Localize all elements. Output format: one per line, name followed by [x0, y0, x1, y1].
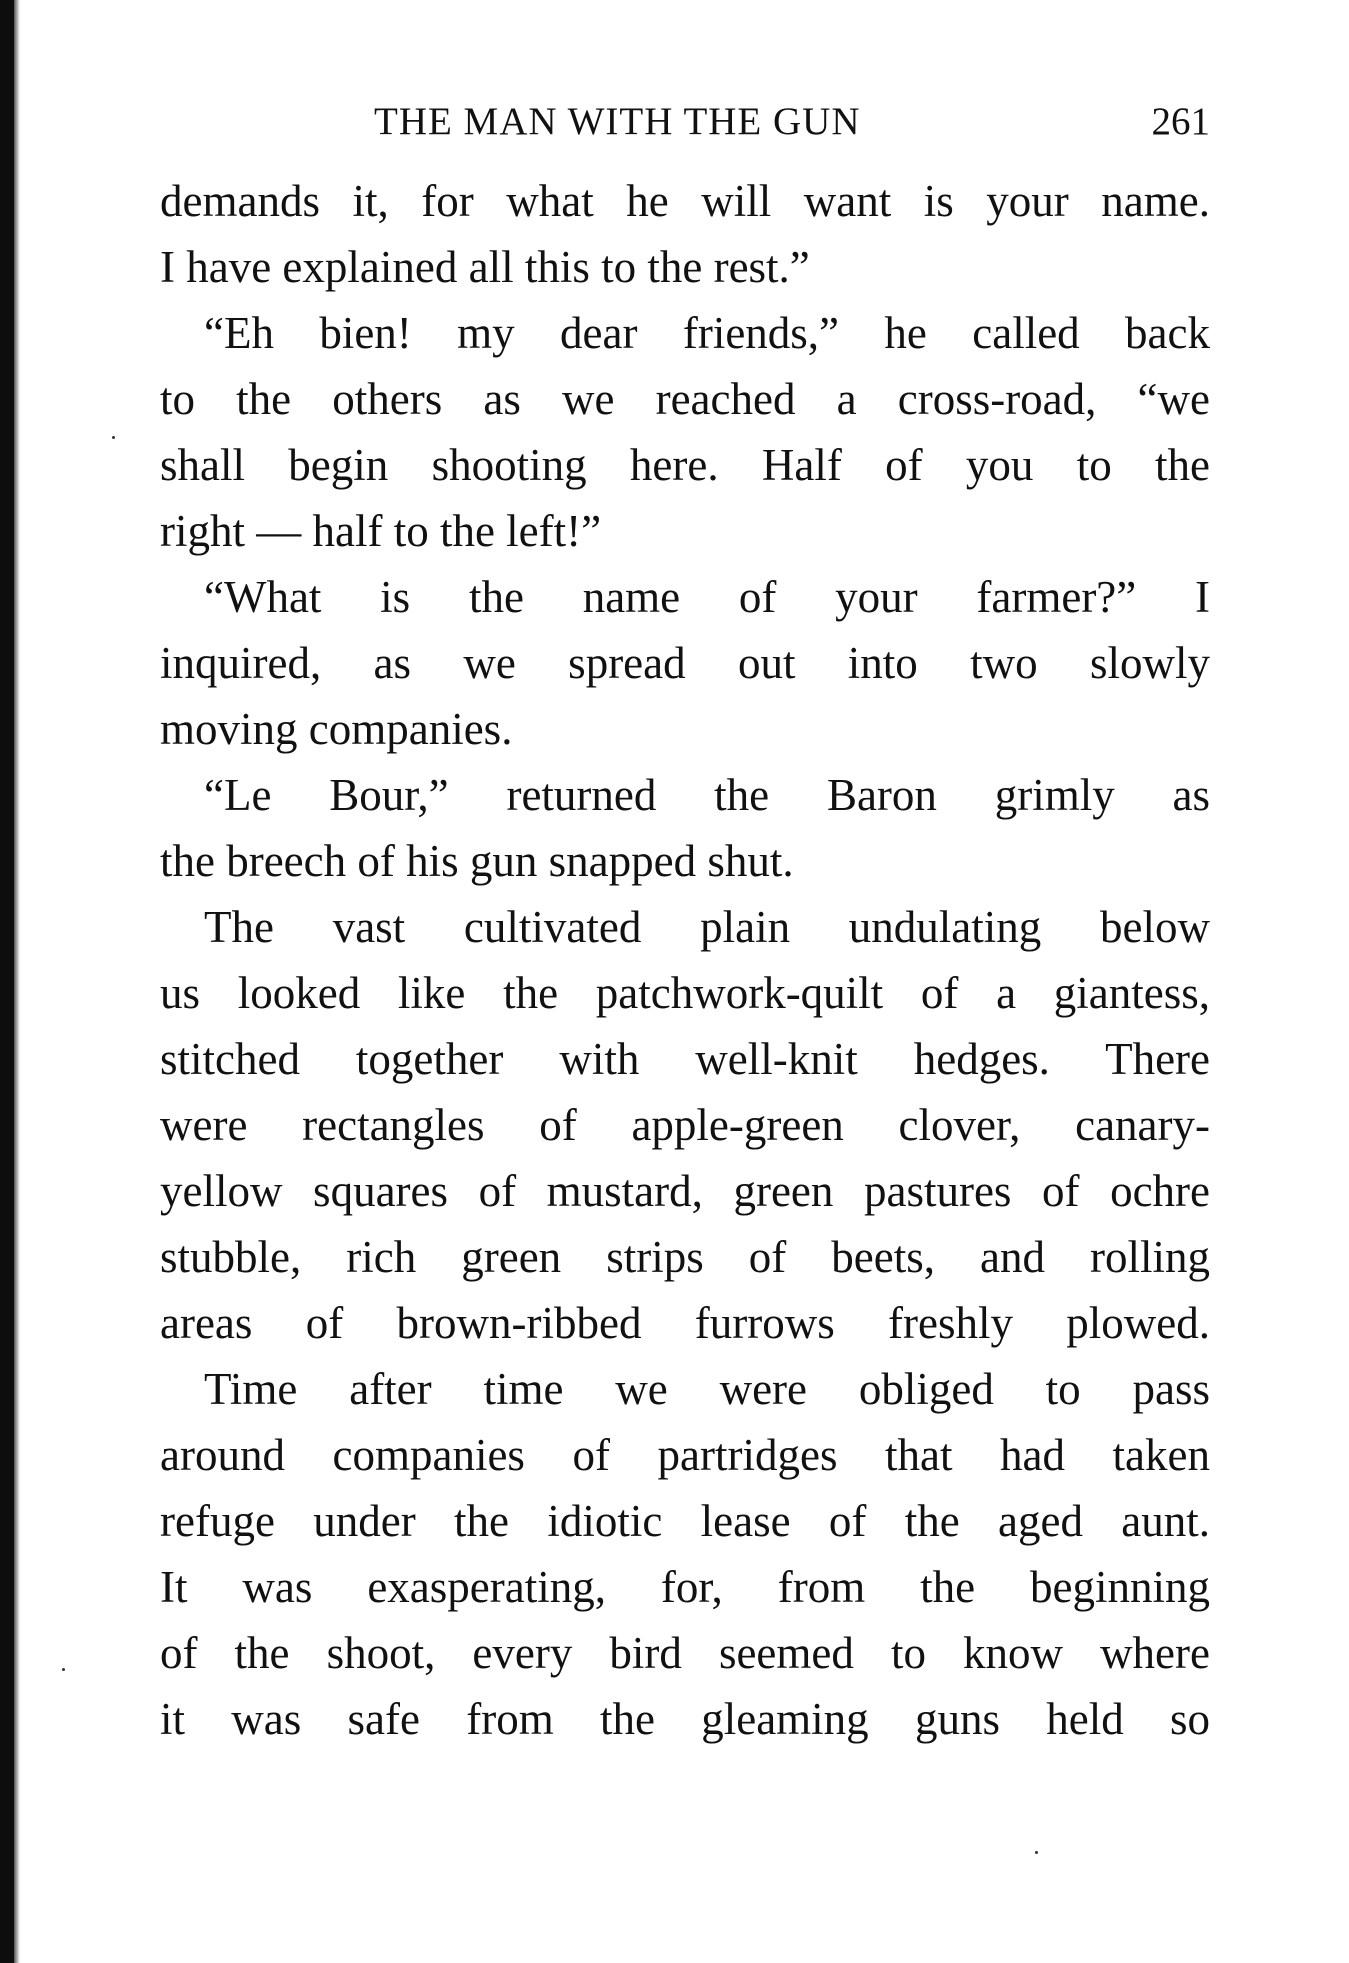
page-number: 261	[1151, 100, 1210, 143]
text-line: to the others as we reached a cross-road, “we	[160, 374, 1210, 424]
text-line: areas of brown-ribbed furrows freshly plowed.	[160, 1298, 1210, 1348]
page-binding-shadow	[14, 0, 20, 1963]
text-line: were rectangles of apple-green clover, canary-	[160, 1100, 1210, 1150]
text-line: us looked like the patchwork-quilt of a giantess,	[160, 968, 1210, 1018]
text-line: stitched together with well-knit hedges. There	[160, 1034, 1210, 1084]
text-line: stubble, rich green strips of beets, and rolling	[160, 1232, 1210, 1282]
text-line: “What is the name of your farmer?” I	[204, 572, 1210, 622]
text-line: It was exasperating, for, from the beginning	[160, 1562, 1210, 1612]
text-line: inquired, as we spread out into two slowly	[160, 638, 1210, 688]
running-head-title: THE MAN WITH THE GUN	[374, 100, 861, 143]
scan-speck	[62, 1668, 65, 1671]
text-line: demands it, for what he will want is your name.	[160, 176, 1210, 226]
text-line: Time after time we were obliged to pass	[204, 1364, 1210, 1414]
running-head	[160, 97, 1210, 147]
text-line: of the shoot, every bird seemed to know where	[160, 1628, 1210, 1678]
text-line: yellow squares of mustard, green pastures of ochre	[160, 1166, 1210, 1216]
text-line: shall begin shooting here. Half of you to the	[160, 440, 1210, 490]
body-text	[160, 168, 1210, 1752]
text-line: I have explained all this to the rest.”	[160, 242, 810, 292]
text-line: right — half to the left!”	[160, 506, 602, 556]
scan-speck	[1035, 1851, 1038, 1854]
page-binding-edge	[0, 0, 14, 1963]
text-line: the breech of his gun snapped shut.	[160, 836, 794, 886]
text-line: it was safe from the gleaming guns held so	[160, 1694, 1210, 1744]
text-line: around companies of partridges that had taken	[160, 1430, 1210, 1480]
text-line: moving companies.	[160, 704, 513, 754]
text-line: “Eh bien! my dear friends,” he called back	[204, 308, 1210, 358]
scan-speck	[112, 436, 115, 439]
text-line: “Le Bour,” returned the Baron grimly as	[204, 770, 1210, 820]
text-line: The vast cultivated plain undulating below	[204, 902, 1210, 952]
text-line: refuge under the idiotic lease of the aged aunt.	[160, 1496, 1210, 1546]
